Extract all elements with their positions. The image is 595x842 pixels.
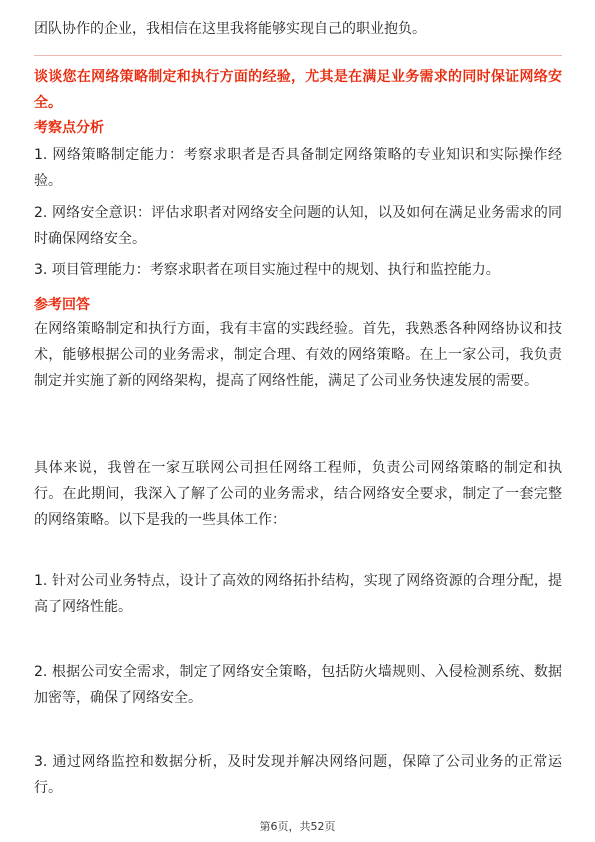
interview-question: 谈谈您在网络策略制定和执行方面的经验，尤其是在满足业务需求的同时保证网络安全。 <box>34 69 562 111</box>
section-divider <box>34 55 562 56</box>
analysis-point: 1. 网络策略制定能力：考察求职者是否具备制定网络策略的专业知识和实际操作经验。 <box>34 147 562 189</box>
page-number: 第6页，共52页 <box>259 820 336 833</box>
analysis-point: 3. 项目管理能力：考察求职者在项目实施过程中的规划、执行和监控能力。 <box>34 262 500 278</box>
answer-paragraph: 2. 根据公司安全需求，制定了网络安全策略，包括防火墙规则、入侵检测系统、数据加密等，确保了网络安全。 <box>34 664 562 706</box>
intro-tail-text: 团队协作的企业，我相信在这里我将能够实现自己的职业抱负。 <box>34 21 426 37</box>
answer-paragraph: 3. 通过网络监控和数据分析，及时发现并解决网络问题，保障了公司业务的正常运行。 <box>34 754 562 796</box>
analysis-point: 2. 网络安全意识：评估求职者对网络安全问题的认知，以及如何在满足业务需求的同时确保网络安全。 <box>34 205 562 247</box>
analysis-heading: 考察点分析 <box>34 120 104 136</box>
answer-heading: 参考回答 <box>34 297 90 313</box>
answer-paragraph: 具体来说，我曾在一家互联网公司担任网络工程师，负责公司网络策略的制定和执行。在此期间，我深入了解了公司的业务需求，结合网络安全要求，制定了一套完整的网络策略。以下是我的一些具体工作： <box>34 460 562 528</box>
answer-paragraph: 在网络策略制定和执行方面，我有丰富的实践经验。首先，我熟悉各种网络协议和技术，能够根据公司的业务需求，制定合理、有效的网络策略。在上一家公司，我负责制定并实施了新的网络架构，提高了网络性能，满足了公司业务快速发展的需要。 <box>34 321 562 389</box>
answer-paragraph: 1. 针对公司业务特点，设计了高效的网络拓扑结构，实现了网络资源的合理分配，提高了网络性能。 <box>34 573 562 615</box>
